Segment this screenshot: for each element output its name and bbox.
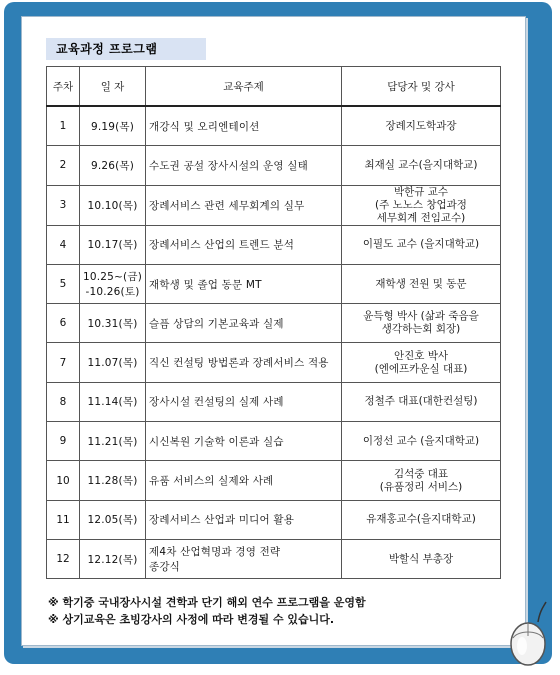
- lecturer-cell: 박한규 교수 (주 노노스 창업과정 세무회계 전임교수): [342, 185, 501, 225]
- notes: [48, 594, 498, 628]
- lecturer-cell: 최재실 교수(을지대학교): [342, 146, 501, 185]
- date-cell: 11.28(목): [80, 461, 146, 500]
- date-cell: 11.14(목): [80, 382, 146, 421]
- week-cell: 10: [47, 461, 80, 500]
- table-row: [47, 106, 501, 146]
- lecturer-cell: 이정선 교수 (을지대학교): [342, 422, 501, 461]
- lecturer-cell: 유재홍교수(을지대학교): [342, 500, 501, 539]
- table-row: [47, 382, 501, 421]
- header-week: 주차: [47, 67, 80, 107]
- note-item: ※ 학기중 국내장사시설 견학과 단기 해외 연수 프로그램을 운영함: [48, 596, 366, 609]
- topic-cell: 장사시설 컨설팅의 실제 사례: [146, 382, 342, 421]
- table-row: [47, 304, 501, 343]
- topic-cell: 장례서비스 산업의 트렌드 분석: [146, 225, 342, 264]
- table-row: [47, 225, 501, 264]
- table-row: [47, 422, 501, 461]
- lecturer-cell: 재학생 전원 및 동문: [342, 264, 501, 303]
- lecturer-cell: 이필도 교수 (을지대학교): [342, 225, 501, 264]
- lecturer-cell: 안진호 박사 (엔에프카운실 대표): [342, 343, 501, 382]
- date-cell: 10.31(목): [80, 304, 146, 343]
- lecturer-cell: 윤득형 박사 (삶과 죽음을 생각하는회 회장): [342, 304, 501, 343]
- date-cell: 9.19(목): [80, 106, 146, 146]
- week-cell: 8: [47, 382, 80, 421]
- date-cell: 11.07(목): [80, 343, 146, 382]
- section-title: 교육과정 프로그램: [46, 38, 206, 60]
- week-cell: 12: [47, 539, 80, 578]
- table-row: [47, 500, 501, 539]
- topic-cell: 시신복원 기술학 이론과 실습: [146, 422, 342, 461]
- topic-cell: 개강식 및 오리엔테이션: [146, 106, 342, 146]
- topic-cell: 수도권 공설 장사시설의 운영 실태: [146, 146, 342, 185]
- header-topic: 교육주제: [146, 67, 342, 107]
- week-cell: 7: [47, 343, 80, 382]
- week-cell: 9: [47, 422, 80, 461]
- date-cell: 10.10(목): [80, 185, 146, 225]
- week-cell: 1: [47, 106, 80, 146]
- topic-cell: 장례서비스 관련 세무회계의 실무: [146, 185, 342, 225]
- week-cell: 6: [47, 304, 80, 343]
- date-cell: 12.12(목): [80, 539, 146, 578]
- week-cell: 5: [47, 264, 80, 303]
- computer-mouse-icon: [508, 600, 548, 666]
- topic-cell: 재학생 및 졸업 동문 MT: [146, 264, 342, 303]
- table-header-row: [47, 67, 501, 107]
- lecturer-cell: 정철주 대표(대한컨설팅): [342, 382, 501, 421]
- curriculum-table: [46, 66, 501, 579]
- week-cell: 3: [47, 185, 80, 225]
- topic-cell: 제4차 산업혁명과 경영 전략 종강식: [146, 539, 342, 578]
- table-row: [47, 343, 501, 382]
- date-cell: 10.17(목): [80, 225, 146, 264]
- topic-cell: 슬픔 상담의 기본교육과 실제: [146, 304, 342, 343]
- topic-cell: 장례서비스 산업과 미디어 활용: [146, 500, 342, 539]
- week-cell: 11: [47, 500, 80, 539]
- lecturer-cell: 박할식 부총장: [342, 539, 501, 578]
- table-row: [47, 461, 501, 500]
- week-cell: 2: [47, 146, 80, 185]
- lecturer-cell: 김석중 대표 (유품정리 서비스): [342, 461, 501, 500]
- header-date: 일 자: [80, 67, 146, 107]
- table-row: [47, 146, 501, 185]
- week-cell: 4: [47, 225, 80, 264]
- topic-cell: 유품 서비스의 실제와 사례: [146, 461, 342, 500]
- date-cell: 12.05(목): [80, 500, 146, 539]
- table-row: [47, 539, 501, 578]
- date-cell: 11.21(목): [80, 422, 146, 461]
- topic-cell: 직신 컨설팅 방법론과 장례서비스 적용: [146, 343, 342, 382]
- table-row: [47, 264, 501, 303]
- date-cell: 9.26(목): [80, 146, 146, 185]
- date-cell: 10.25~(금) -10.26(토): [80, 264, 146, 303]
- header-lecturer: 담당자 및 강사: [342, 67, 501, 107]
- table-row: [47, 185, 501, 225]
- note-item: ※ 상기교육은 초빙강사의 사정에 따라 변경될 수 있습니다.: [48, 613, 335, 626]
- lecturer-cell: 장례지도학과장: [342, 106, 501, 146]
